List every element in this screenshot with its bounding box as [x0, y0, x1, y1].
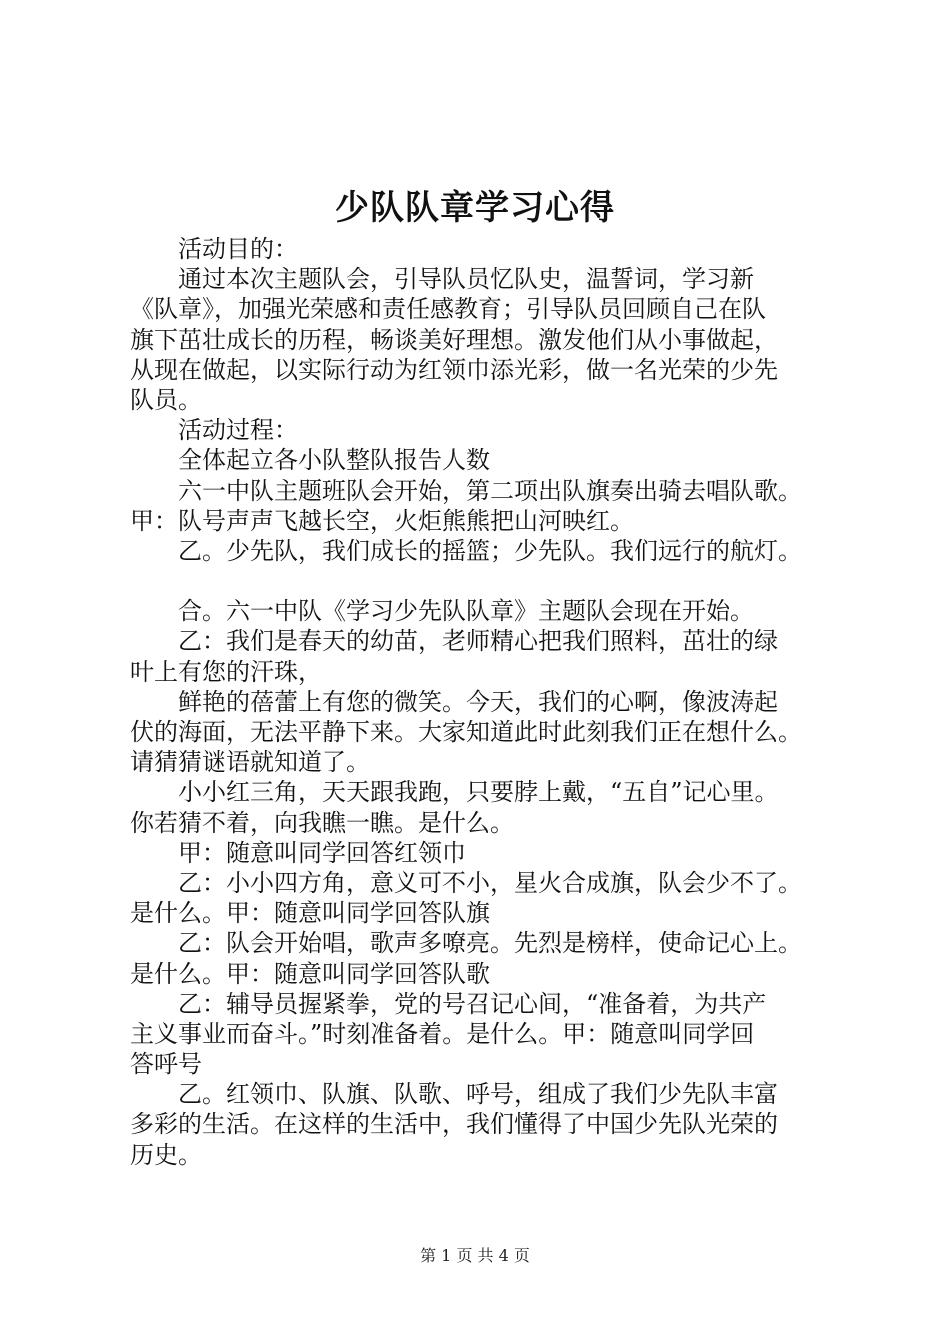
document-body: [130, 234, 850, 1170]
body-line: 乙：小小四方角，意义可不小，星火合成旗，队会少不了。: [130, 868, 802, 897]
body-line: 你若猜不着，向我瞧一瞧。是什么。: [130, 808, 514, 837]
body-line: 活动过程：: [130, 416, 298, 445]
body-line: 六一中队主题班队会开始，第二项出队旗奏出骑去唱队歌。: [130, 476, 802, 505]
body-line: 全体起立各小队整队报告人数: [130, 446, 490, 475]
body-line: 乙：队会开始唱，歌声多嘹亮。先烈是榜样，使命记心上。: [130, 929, 802, 958]
body-line: 旗下茁壮成长的历程，畅谈美好理想。激发他们从小事做起，: [130, 325, 778, 354]
body-line: 多彩的生活。在这样的生活中，我们懂得了中国少先队光荣的: [130, 1110, 778, 1139]
body-line: 主义事业而奋斗。”时刻准备着。是什么。甲：随意叫同学回: [130, 1019, 755, 1048]
body-line: 鲜艳的蓓蕾上有您的微笑。今天，我们的心啊，像波涛起: [130, 687, 778, 716]
body-line: 活动目的：: [130, 235, 298, 263]
body-line: 答呼号: [130, 1050, 202, 1079]
body-line: 乙。少先队，我们成长的摇篮；少先队。我们远行的航灯。: [130, 536, 802, 565]
document-title: 少队队章学习心得: [335, 188, 615, 228]
body-line: 乙。红领巾、队旗、队歌、呼号，组成了我们少先队丰富: [130, 1080, 778, 1109]
body-line: 是什么。甲：随意叫同学回答队旗: [130, 899, 490, 928]
body-line: 是什么。甲：随意叫同学回答队歌: [130, 959, 490, 988]
body-line: 《队章》，加强光荣感和责任感教育；引导队员回顾自己在队: [130, 295, 766, 324]
body-line: 合。六一中队《学习少先队队章》主题队会现在开始。: [130, 597, 754, 626]
body-line: 小小红三角，天天跟我跑，只要脖上戴，“五自”记心里。: [130, 778, 779, 807]
body-line: 乙：辅导员握紧拳，党的号召记心间，“准备着，为共产: [130, 989, 767, 1018]
body-line: 请猜猜谜语就知道了。: [130, 748, 370, 777]
body-line: 甲：随意叫同学回答红领巾: [130, 838, 466, 867]
body-line-blank: [130, 566, 850, 596]
body-line: 通过本次主题队会，引导队员忆队史，温誓词，学习新: [130, 265, 754, 294]
body-line: 叶上有您的汗珠，: [130, 657, 322, 686]
body-line: 甲：队号声声飞越长空，火炬熊熊把山河映红。: [130, 506, 634, 535]
body-line: 伏的海面，无法平静下来。大家知道此时此刻我们正在想什么。: [130, 718, 802, 746]
body-line: 历史。: [130, 1140, 202, 1169]
body-line: 从现在做起，以实际行动为红领巾添光彩，做一名光荣的少先: [130, 355, 778, 384]
body-line: 乙：我们是春天的幼苗，老师精心把我们照料，茁壮的绿: [130, 627, 778, 656]
page-number-footer: 第 1 页 共 4 页: [420, 1246, 530, 1265]
body-line: 队员。: [130, 385, 202, 414]
